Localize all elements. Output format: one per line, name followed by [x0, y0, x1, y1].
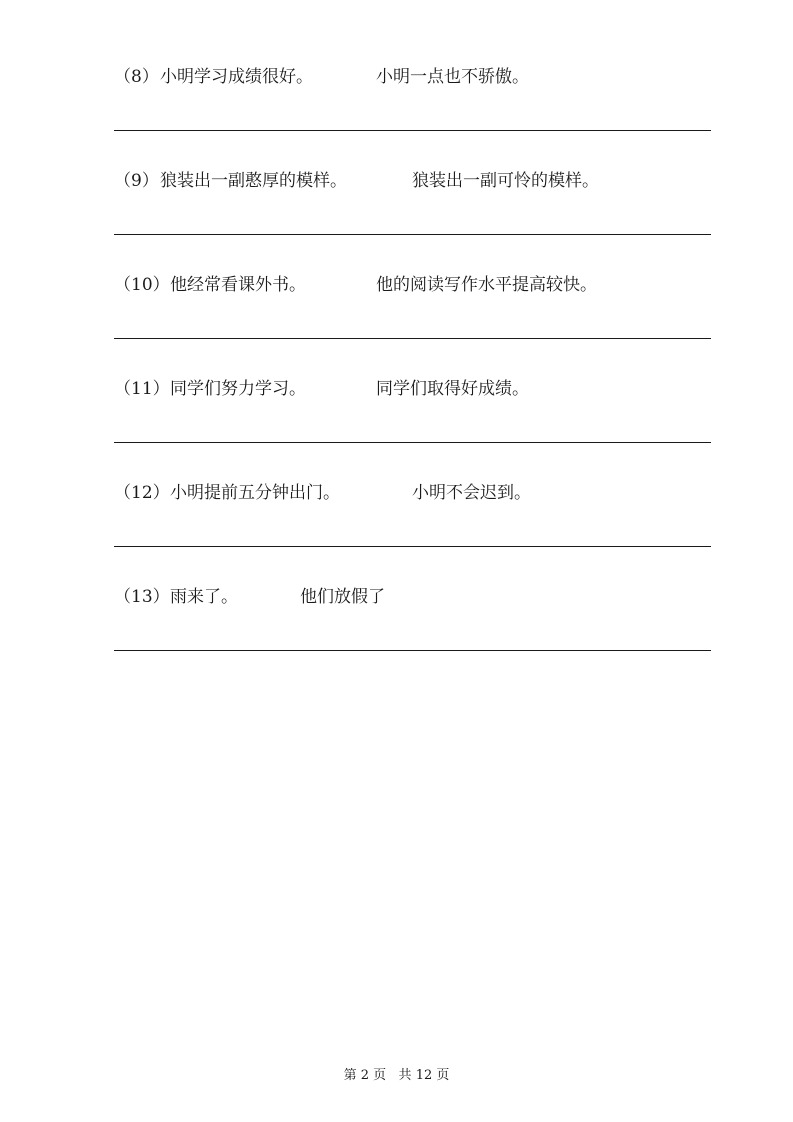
question-number: （12） — [114, 483, 170, 503]
question-number: （8） — [114, 67, 159, 87]
answer-line[interactable] — [114, 338, 711, 339]
question-second-sentence: 狼装出一副可怜的模样。 — [412, 171, 599, 191]
question-first-sentence: 同学们努力学习。 — [170, 379, 306, 399]
question-number: （10） — [114, 275, 170, 295]
answer-line[interactable] — [114, 234, 711, 235]
question-9 — [114, 168, 714, 258]
question-second-sentence: 小明一点也不骄傲。 — [376, 67, 529, 87]
question-first-sentence: 他经常看课外书。 — [170, 275, 306, 295]
question-second-sentence: 小明不会迟到。 — [412, 483, 531, 503]
question-12 — [114, 480, 714, 570]
question-first-sentence: 小明提前五分钟出门。 — [170, 483, 340, 503]
question-11 — [114, 376, 714, 466]
question-13 — [114, 584, 714, 674]
answer-line[interactable] — [114, 442, 711, 443]
question-first-sentence: 小明学习成绩很好。 — [160, 67, 313, 87]
question-number: （13） — [114, 587, 170, 607]
answer-line[interactable] — [114, 130, 711, 131]
question-second-sentence: 同学们取得好成绩。 — [376, 379, 529, 399]
question-second-sentence: 他们放假了 — [300, 587, 385, 607]
question-number: （11） — [114, 379, 170, 399]
page-footer: 第 2 页 共 12 页 — [343, 1068, 450, 1083]
question-10 — [114, 272, 714, 362]
answer-line[interactable] — [114, 546, 711, 547]
question-first-sentence: 雨来了。 — [170, 587, 238, 607]
question-8 — [114, 64, 714, 154]
question-number: （9） — [114, 171, 159, 191]
answer-line[interactable] — [114, 650, 711, 651]
question-second-sentence: 他的阅读写作水平提高较快。 — [376, 275, 597, 295]
question-first-sentence: 狼装出一副憨厚的模样。 — [160, 171, 347, 191]
